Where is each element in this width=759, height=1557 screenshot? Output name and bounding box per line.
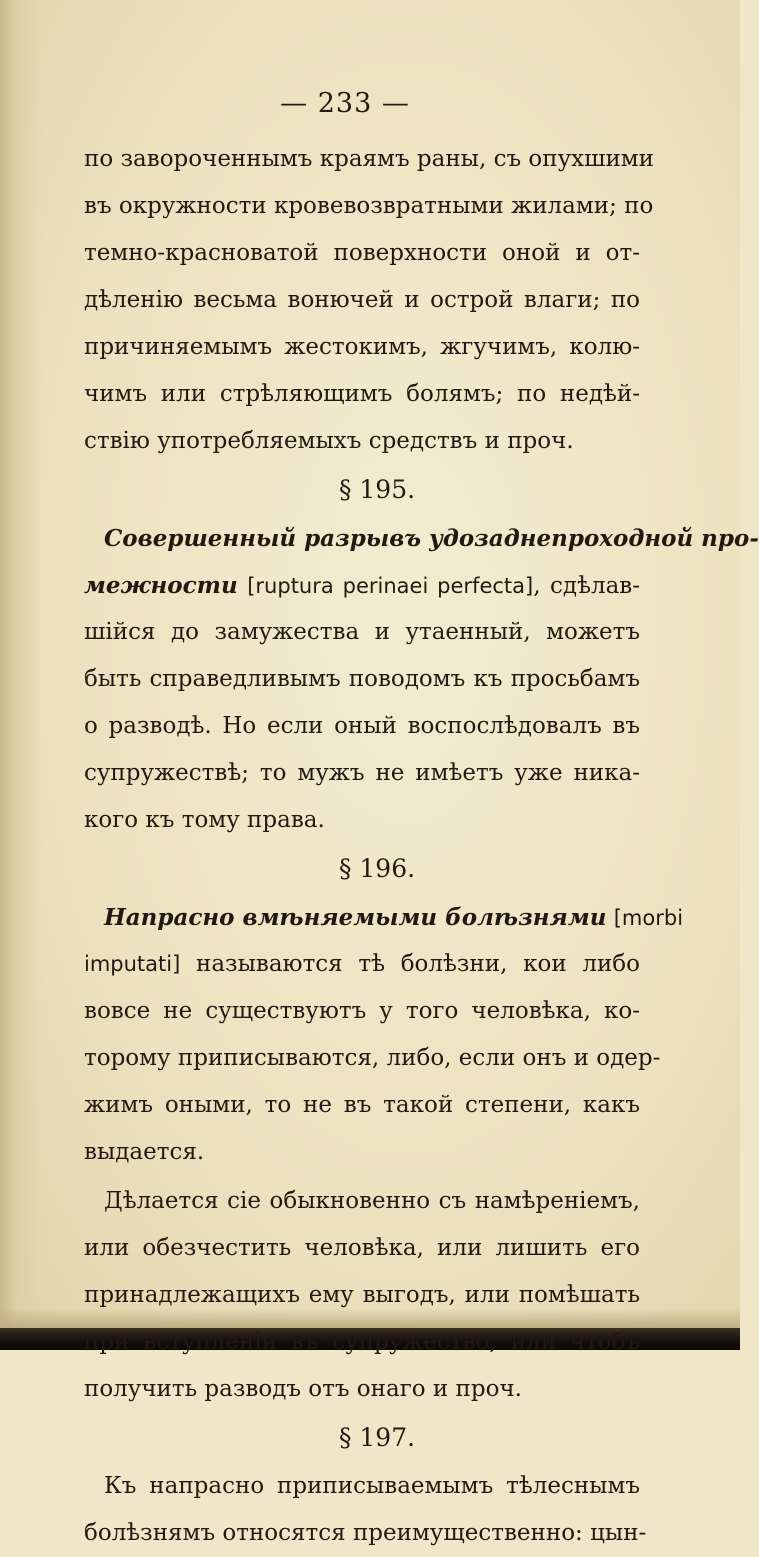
section-heading-197: § 197. xyxy=(338,1423,416,1452)
text-line: или обезчестить человѣка, или лишить его xyxy=(84,1235,640,1261)
text-line: торому приписываются, либо, если онъ и одер- xyxy=(84,1045,661,1071)
text-line: причиняемымъ жестокимъ, жгучимъ, колю- xyxy=(84,334,640,360)
text-line: ствію употребляемыхъ средствъ и проч. xyxy=(84,428,574,454)
term-italic: межности xyxy=(84,572,238,599)
paragraph-196b xyxy=(84,1178,640,1413)
book-gutter xyxy=(0,0,42,1350)
text-line: Дѣлается сіе обыкновенно съ намѣреніемъ, xyxy=(104,1188,640,1214)
text-line: получить разводъ отъ онаго и проч. xyxy=(84,1376,522,1402)
term-italic: Напрасно вмѣняемыми болѣзнями xyxy=(104,904,607,931)
text-line xyxy=(84,894,684,941)
term-italic: Совершенный разрывъ удозаднепроходной про- xyxy=(104,525,759,552)
text-line: дѣленію весьма вонючей и острой влаги; по xyxy=(84,287,640,313)
text-line: вовсе не существуютъ у того человѣка, ко- xyxy=(84,998,640,1024)
latin-term: [morbi xyxy=(613,906,684,930)
text-line: темно-красноватой поверхности оной и от- xyxy=(84,240,640,266)
text-fragment: , сдѣлав- xyxy=(533,573,641,599)
section-heading-195: § 195. xyxy=(338,475,416,504)
text-fragment: называются тѣ болѣзни, кои либо xyxy=(180,951,640,977)
text-line: чимъ или стрѣляющимъ болямъ; по недѣй- xyxy=(84,381,640,407)
latin-term: [ruptura perinaei perfecta] xyxy=(247,574,534,598)
text-line: о разводѣ. Но если оный воспослѣдовалъ въ xyxy=(84,713,640,739)
section-heading-196: § 196. xyxy=(338,854,416,883)
text-line xyxy=(84,941,640,988)
text-line: кого къ тому права. xyxy=(84,807,325,833)
text-line: жимъ оными, то не въ такой степени, какъ xyxy=(84,1092,640,1118)
paragraph-195 xyxy=(84,515,759,844)
paragraph-196 xyxy=(84,894,684,1176)
text-line: выдается. xyxy=(84,1139,205,1165)
text-line: супружествѣ; то мужъ не имѣетъ уже ника- xyxy=(84,760,640,786)
text-line xyxy=(84,515,759,562)
text-line: шійся до замужества и утаенный, можетъ xyxy=(84,619,640,645)
paragraph-continuation xyxy=(84,136,655,465)
text-line: при вступленіи въ супружество, или чтобъ xyxy=(84,1329,640,1355)
text-line: въ окружности кровевозвратными жилами; по xyxy=(84,193,654,219)
latin-term: imputati] xyxy=(84,952,181,976)
text-line xyxy=(84,562,640,609)
text-line: болѣзнямъ относятся преимущественно: цын- xyxy=(84,1520,647,1546)
text-line: Къ напрасно приписываемымъ тѣлеснымъ xyxy=(104,1473,640,1499)
text-line: принадлежащихъ ему выгодъ, или помѣшать xyxy=(84,1282,640,1308)
text-line: по завороченнымъ краямъ раны, съ опухшими xyxy=(84,146,655,172)
page-number: — 233 — xyxy=(280,88,410,119)
paragraph-197 xyxy=(84,1463,647,1557)
text-body xyxy=(84,136,759,1557)
text-line: быть справедливымъ поводомъ къ просьбамъ xyxy=(84,666,640,692)
